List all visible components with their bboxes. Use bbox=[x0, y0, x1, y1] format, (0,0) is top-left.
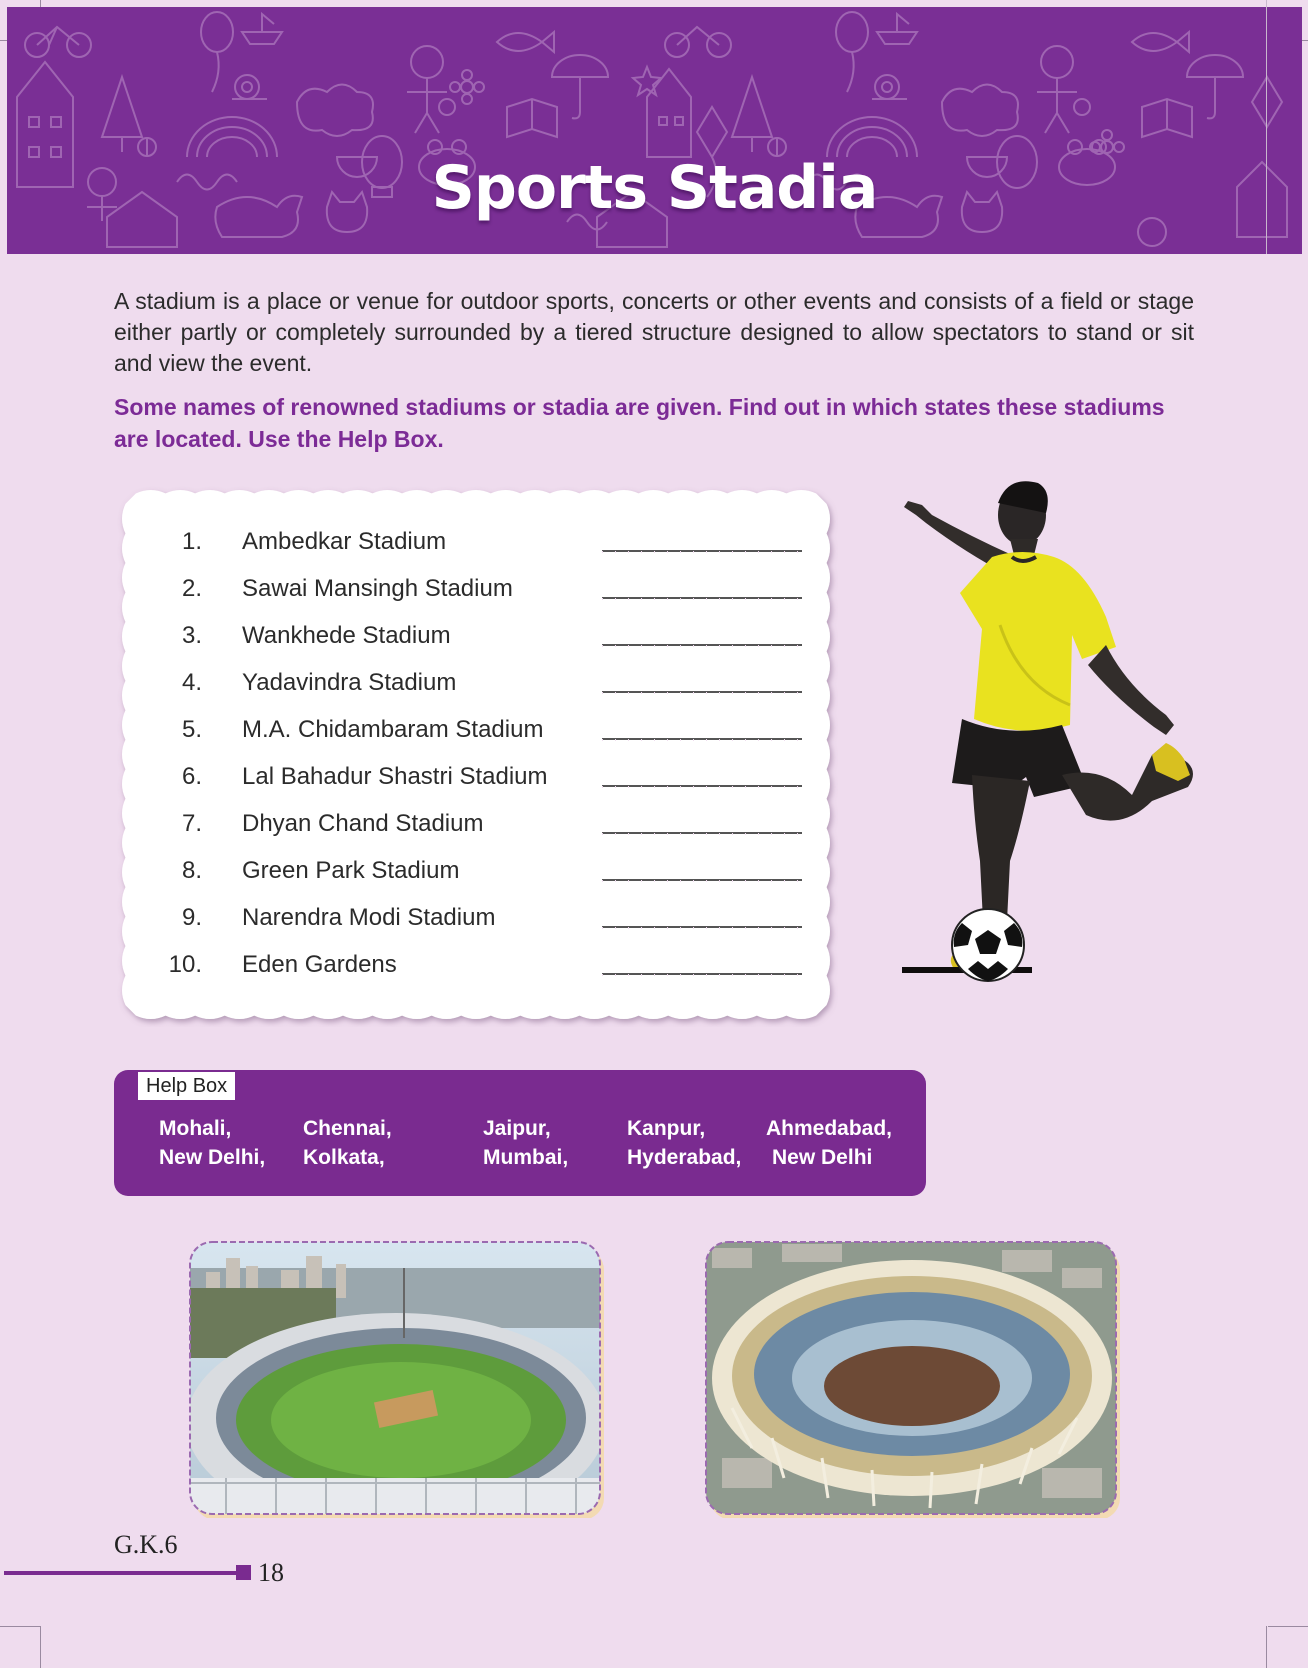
help-word: Ahmedabad, bbox=[766, 1117, 893, 1140]
stadium-list bbox=[114, 482, 838, 1027]
answer-blank[interactable] bbox=[602, 597, 802, 599]
help-word: New Delhi, bbox=[159, 1146, 266, 1169]
stadium-row bbox=[114, 716, 838, 752]
stadium-row bbox=[114, 810, 838, 846]
stadium-photo-large bbox=[702, 1238, 1122, 1518]
help-word: Mumbai, bbox=[483, 1146, 569, 1169]
help-box bbox=[114, 1070, 926, 1196]
crop-mark bbox=[1268, 1626, 1308, 1627]
header-banner bbox=[7, 7, 1302, 254]
help-box-label: Help Box bbox=[138, 1072, 235, 1100]
help-word: New Delhi bbox=[772, 1146, 873, 1169]
stadium-row bbox=[114, 669, 838, 705]
intro-paragraph: A stadium is a place or venue for outdoor sports, concerts or other events and consists of a field or stage either partly or completely surrounded by a tiered structure designed to allow spectators to stand or sit and view the event. bbox=[114, 288, 1194, 376]
crop-mark bbox=[40, 1626, 41, 1668]
help-word: Mohali, bbox=[159, 1117, 232, 1140]
stadium-name: Lal Bahadur Shastri Stadium bbox=[242, 763, 548, 790]
stadium-name: Sawai Mansingh Stadium bbox=[242, 575, 513, 602]
help-word: Jaipur, bbox=[483, 1117, 551, 1140]
answer-blank[interactable] bbox=[602, 879, 802, 881]
answer-blank[interactable] bbox=[602, 785, 802, 787]
help-word: Kolkata, bbox=[303, 1146, 385, 1169]
stadium-row bbox=[114, 575, 838, 611]
help-word: Hyderabad, bbox=[627, 1146, 742, 1169]
answer-blank[interactable] bbox=[602, 738, 802, 740]
stadium-number: 4. bbox=[181, 669, 202, 696]
stadium-number: 2. bbox=[181, 575, 202, 602]
stadium-row bbox=[114, 528, 838, 564]
stadium-name: M.A. Chidambaram Stadium bbox=[242, 716, 544, 743]
stadium-row bbox=[114, 904, 838, 940]
stadium-name: Eden Gardens bbox=[242, 951, 397, 978]
page-title: Sports Stadia bbox=[431, 153, 878, 223]
crop-mark bbox=[1266, 1626, 1267, 1668]
stadium-number: 3. bbox=[181, 622, 202, 649]
footer-square bbox=[236, 1565, 251, 1580]
stadium-name: Ambedkar Stadium bbox=[242, 528, 447, 555]
stadium-row bbox=[114, 857, 838, 893]
stadium-number: 10. bbox=[168, 951, 202, 978]
stadium-number: 1. bbox=[181, 528, 202, 555]
stadium-list-card bbox=[114, 482, 838, 1027]
footballer-illustration bbox=[862, 475, 1202, 1035]
answer-blank[interactable] bbox=[602, 926, 802, 928]
answer-blank[interactable] bbox=[602, 550, 802, 552]
answer-blank[interactable] bbox=[602, 691, 802, 693]
help-column-3 bbox=[483, 1114, 568, 1172]
book-title: G.K.6 bbox=[114, 1530, 178, 1559]
help-column-2 bbox=[303, 1114, 392, 1172]
stadium-name: Wankhede Stadium bbox=[242, 622, 451, 649]
stadium-name: Green Park Stadium bbox=[242, 857, 460, 884]
stadium-number: 8. bbox=[181, 857, 202, 884]
stadium-photo-cricket bbox=[186, 1238, 606, 1518]
help-column-5 bbox=[766, 1114, 892, 1172]
page-number: 18 bbox=[258, 1558, 284, 1587]
stadium-name: Yadavindra Stadium bbox=[242, 669, 457, 696]
stadium-row bbox=[114, 763, 838, 799]
stadium-row bbox=[114, 622, 838, 658]
help-column-1 bbox=[159, 1114, 265, 1172]
answer-blank[interactable] bbox=[602, 973, 802, 975]
stadium-number: 6. bbox=[181, 763, 202, 790]
crop-mark bbox=[0, 1626, 40, 1627]
stadium-number: 5. bbox=[181, 716, 202, 743]
help-column-4 bbox=[627, 1114, 741, 1172]
trim-line bbox=[1266, 0, 1267, 254]
help-word: Kanpur, bbox=[627, 1117, 706, 1140]
answer-blank[interactable] bbox=[602, 644, 802, 646]
footer-rule bbox=[4, 1571, 236, 1575]
stadium-row bbox=[114, 951, 838, 987]
stadium-name: Narendra Modi Stadium bbox=[242, 904, 496, 931]
help-word: Chennai, bbox=[303, 1117, 392, 1140]
instruction-text: Some names of renowned stadiums or stadia are given. Find out in which states these stadiums are located. Use the Help Box. bbox=[114, 394, 1165, 452]
answer-blank[interactable] bbox=[602, 832, 802, 834]
stadium-number: 7. bbox=[181, 810, 202, 837]
stadium-number: 9. bbox=[181, 904, 202, 931]
stadium-name: Dhyan Chand Stadium bbox=[242, 810, 484, 837]
